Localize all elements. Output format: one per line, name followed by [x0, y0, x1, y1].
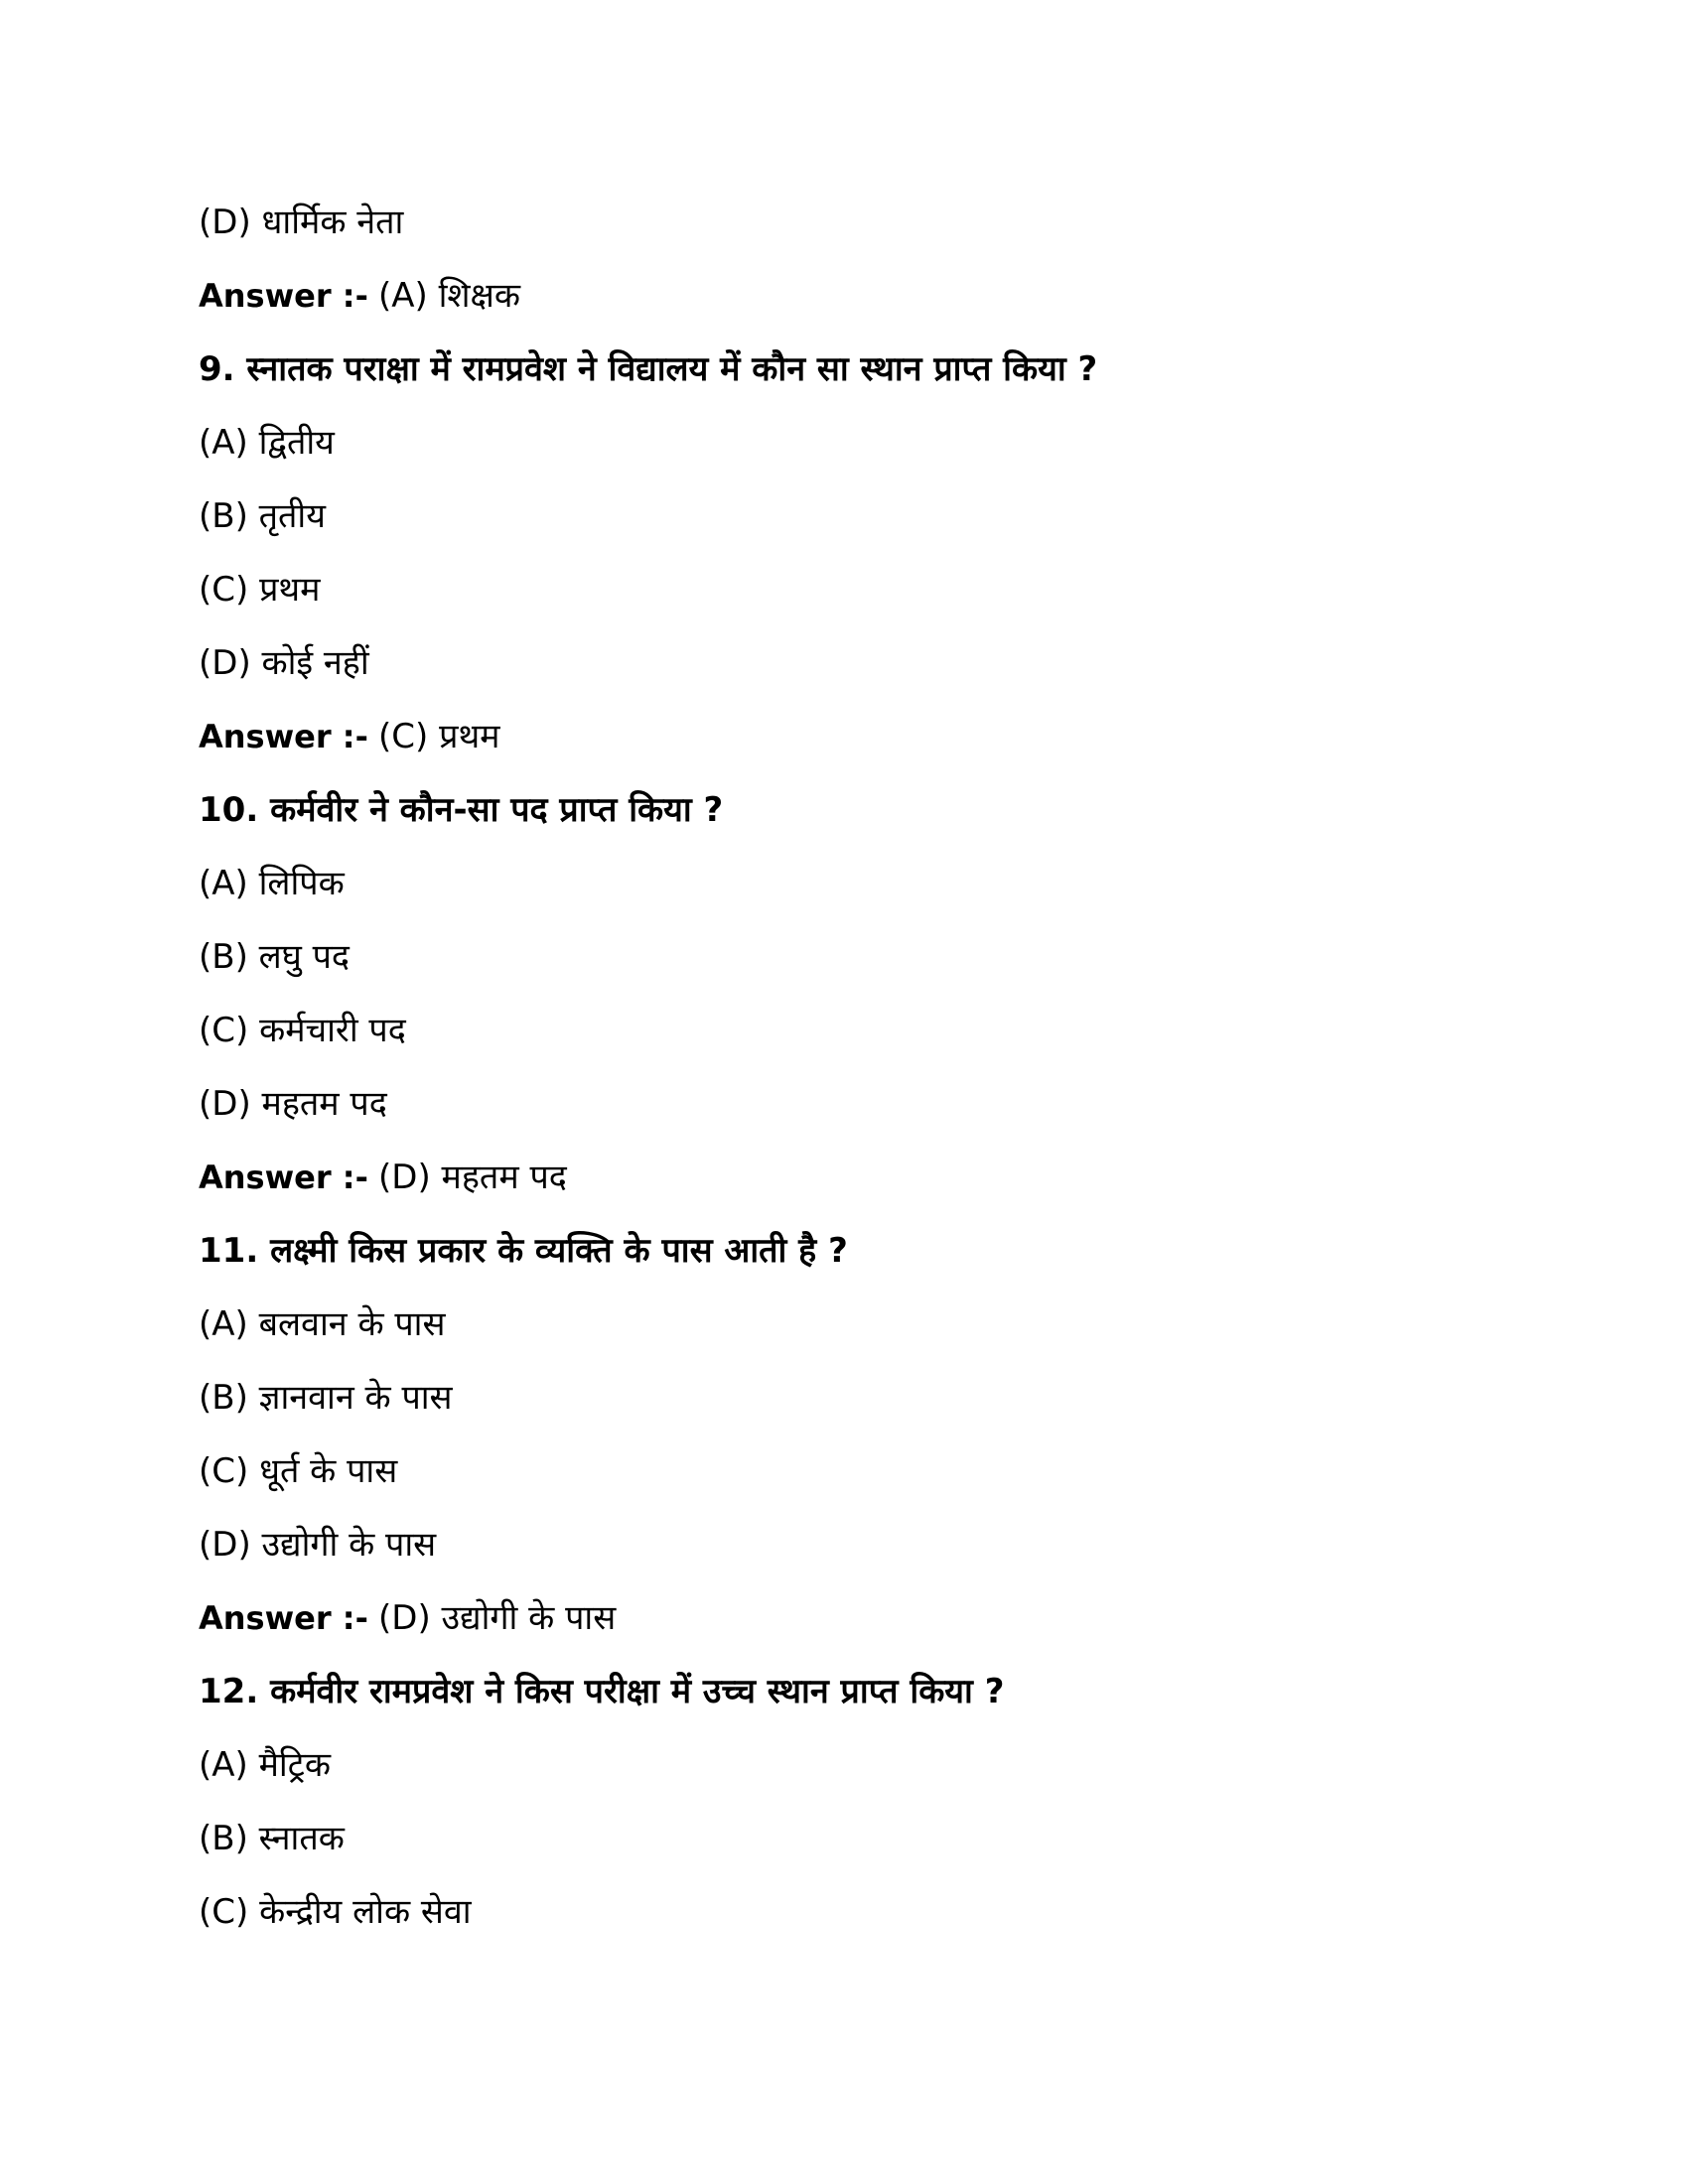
option-a: (A) मैट्रिक	[199, 1745, 331, 1785]
option-b: (B) ज्ञानवान के पास	[199, 1378, 453, 1418]
question-11	[199, 1229, 848, 1273]
question-number: 9.	[199, 349, 235, 389]
question-text: स्नातक पराक्षा में रामप्रवेश ने विद्यालय में कौन सा स्थान प्राप्त किया	[246, 349, 1066, 389]
option-d: (D) महतम पद	[199, 1084, 387, 1124]
question-12	[199, 1670, 1004, 1713]
option-c: (C) कर्मचारी पद	[199, 1011, 406, 1050]
option-c: (C) प्रथम	[199, 570, 321, 610]
answer-value: (D) महतम पद	[378, 1158, 567, 1197]
question-mark: ?	[703, 790, 724, 830]
option-b: (B) स्नातक	[199, 1819, 345, 1858]
answer-value: (D) उद्योगी के पास	[378, 1598, 617, 1638]
option-d: (D) कोई नहीं	[199, 643, 369, 683]
answer-line	[199, 274, 520, 318]
option-d: (D) धार्मिक नेता	[199, 203, 404, 242]
option-b: (B) तृतीय	[199, 496, 326, 536]
question-number: 10.	[199, 790, 259, 830]
question-number: 12.	[199, 1672, 259, 1711]
option-a: (A) द्वितीय	[199, 423, 335, 463]
option-d: (D) उद्योगी के पास	[199, 1525, 437, 1565]
question-10	[199, 788, 723, 832]
question-9	[199, 347, 1097, 391]
answer-label: Answer :-	[199, 1599, 368, 1637]
answer-line	[199, 1156, 567, 1199]
option-a: (A) लिपिक	[199, 864, 345, 903]
answer-label: Answer :-	[199, 277, 368, 315]
question-text: कर्मवीर रामप्रवेश ने किस परीक्षा में उच्च स्थान प्राप्त किया	[270, 1672, 973, 1711]
question-mark: ?	[984, 1672, 1005, 1711]
answer-label: Answer :-	[199, 718, 368, 755]
answer-value: (A) शिक्षक	[378, 276, 521, 316]
question-mark: ?	[828, 1231, 848, 1271]
question-text: कर्मवीर ने कौन-सा पद प्राप्त किया	[270, 790, 692, 830]
option-c: (C) केन्द्रीय लोक सेवा	[199, 1892, 472, 1932]
answer-line	[199, 715, 500, 758]
question-mark: ?	[1077, 349, 1098, 389]
answer-line	[199, 1596, 616, 1640]
option-a: (A) बलवान के पास	[199, 1304, 446, 1344]
answer-value: (C) प्रथम	[378, 717, 500, 756]
option-c: (C) धूर्त के पास	[199, 1451, 398, 1491]
question-text: लक्ष्मी किस प्रकार के व्यक्ति के पास आती है	[270, 1231, 817, 1271]
option-b: (B) लघु पद	[199, 937, 350, 977]
question-number: 11.	[199, 1231, 259, 1271]
answer-label: Answer :-	[199, 1159, 368, 1196]
